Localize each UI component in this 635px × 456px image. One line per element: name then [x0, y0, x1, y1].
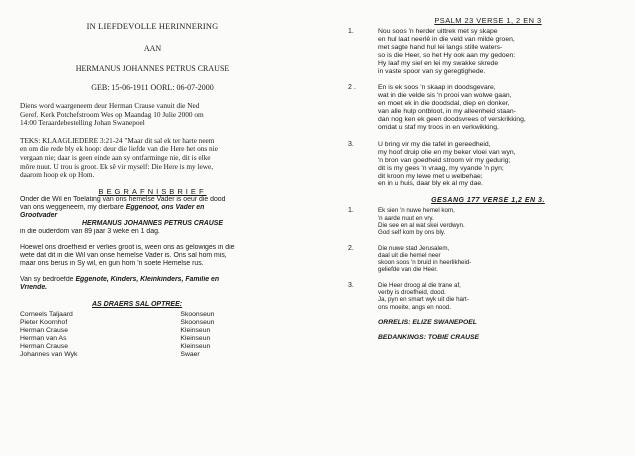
service-notice-line: 14:00 Teraardebestelling Johan Swanepoel: [20, 119, 145, 128]
thanks-credit: BEDANKINGS: TOBIE CRAUSE: [378, 333, 480, 341]
verse-line: dit is my gees 'n vraag, my vyande 'n pyn;: [378, 164, 504, 172]
verse-line: wat in die velde sis 'n prooi van wolwe gaan,: [378, 92, 512, 100]
right-column: [348, 16, 628, 341]
hymn-verse: [348, 245, 628, 274]
comfort-paragraph: [20, 244, 285, 268]
verse-line: dan nog ken ek geen doodsvrees of verskrikking,: [378, 116, 526, 124]
pallbearer-name: Herman van As: [20, 334, 67, 342]
psalm-heading: PSALM 23 VERSE 1, 2 EN 3: [434, 16, 542, 25]
verse-line: en hul laat neerlê in die veld van milde groen,: [378, 35, 515, 43]
pallbearer-row: [20, 311, 285, 319]
verse-number: 1.: [348, 28, 354, 35]
service-notice: [20, 102, 285, 128]
service-notice-line: Diens word waargeneem deur Herman Crause vanuit die Ned: [20, 102, 200, 110]
mourners-list: Eggenote, Kinders, Kleinkinders, Familie en: [75, 275, 220, 283]
verse-number: 2 .: [348, 84, 356, 92]
verse-text: [378, 28, 628, 75]
verse-line: en moet ek in die doodsdal, diep en donker,: [378, 100, 510, 108]
pallbearer-row: [20, 319, 285, 327]
verse-line: verby is droefheid, dood.: [378, 288, 446, 296]
hymn-verse: [348, 207, 628, 236]
comfort-line: maar ons berus in Sy wil, en gun hom 'n soete Hemelse rus.: [20, 259, 204, 267]
verse-line: so is die Heer, so het Hy ook aan my gedoen:: [378, 51, 516, 59]
pallbearer-relation: Skoonseun: [180, 318, 215, 326]
sermon-text-line: TEKS: KLAAGLIEDERE 3:21-24 "Maar dit sal ek ter harte neem: [20, 136, 215, 145]
begrafnisbrief-heading: BEGRAFNISBRIEF: [98, 186, 207, 196]
sermon-text-line: daarom hoop ek op Hom.: [20, 171, 95, 180]
verse-line: Nou soos 'n herder uittrek met sy skape: [378, 28, 498, 35]
verse-line: Die Heer droog al die trane af,: [378, 281, 461, 289]
hymn-verse: [348, 141, 628, 188]
verse-line: Ja, pyn en smart wyk uit die hart-: [378, 296, 469, 304]
psalm-verses: [348, 28, 628, 188]
verse-text: [378, 84, 628, 131]
mourners-line: [20, 276, 285, 284]
verse-line: my hoof druip olie en my beker vloei van wyn,: [378, 148, 516, 156]
left-column: [20, 22, 285, 359]
relationship-emphasis: Eggenoot, ons Vader en: [125, 203, 205, 211]
intro-line: Onder die Wil en Toelating van ons hemelse Vader is oeur die dood: [20, 195, 226, 203]
pallbearer-row: [20, 351, 285, 359]
pallbearer-name: Pieter Koornhof: [20, 318, 68, 326]
relationship-emphasis-2: Grootvader: [20, 211, 58, 219]
sermon-text: [20, 137, 285, 180]
sermon-text-line: en om die rede bly ek hoop: deur die liefde van die Here het ons nie: [20, 145, 218, 154]
verse-line: God self kom by ons bly.: [378, 229, 446, 237]
verse-line: 'n aarde nuut en vry.: [378, 214, 434, 222]
comfort-line: Hoewel ons droefheid er verlies groot is, ween ons as gelowiges in die: [20, 243, 235, 251]
verse-line: Die see en al wat skei verdwyn.: [378, 221, 465, 229]
pallbearer-relation: Skoonseun: [180, 310, 215, 318]
pallbearer-relation: Kleinseun: [180, 326, 211, 334]
verse-line: Ek sien 'n nuwe hemel kom,: [378, 207, 455, 215]
pallbearers-heading: AS DRAERS SAL OPTREE:: [92, 300, 183, 308]
verse-text: [378, 245, 628, 274]
pallbearer-name: Herman Crause: [20, 342, 68, 350]
hymn-verse: [348, 28, 628, 75]
mourners-prefix: Van sy bedroefde: [20, 275, 74, 283]
pallbearer-name: Johannes van Wyk: [20, 350, 78, 358]
verse-line: skoon soos 'n bruid in heerlikheid-: [378, 259, 472, 267]
pallbearers-table-body: [20, 311, 285, 359]
pallbearer-name: Herman Crause: [20, 326, 68, 334]
pallbearer-relation: Kleinseun: [180, 342, 211, 350]
verse-number: 1.: [348, 207, 354, 215]
verse-line: Hy laaf my siel en lei my swakke skrede: [378, 59, 499, 67]
gesang-verses: [348, 207, 628, 311]
verse-line: daal uit die hemel neer: [378, 251, 441, 259]
hymn-verse: [348, 282, 628, 311]
gesang-heading: GESANG 177 VERSE 1,2 EN 3.: [431, 197, 545, 205]
memorial-title: IN LIEFDEVOLLE HERINNERING: [86, 22, 219, 31]
verse-line: in vaste spoor van sy geregtighede.: [378, 67, 486, 75]
verse-number: 3.: [348, 281, 354, 289]
birth-death-dates: GEB: 15-06-1911 OORL: 06-07-2000: [91, 83, 214, 92]
pallbearer-row: [20, 343, 285, 351]
pallbearers-table: [20, 311, 285, 359]
intro-line-text: van ons weggeneem, my dierbare: [20, 203, 124, 211]
hymn-verse: [348, 84, 628, 131]
service-notice-line: Geref. Kerk Potchefstroom Wes op Maandag 10 Julie 2000 om: [20, 110, 204, 119]
pallbearer-row: [20, 335, 285, 343]
verse-line: dit kroon my lewe met u welbehae;: [378, 172, 483, 180]
mourners-paragraph: [20, 276, 285, 292]
verse-line: geliefde van die Heer.: [378, 266, 438, 274]
verse-line: U bring vir my die tafel in gereedheid,: [378, 140, 491, 148]
pallbearer-relation: Swaer: [180, 350, 200, 358]
verse-text: [378, 141, 628, 188]
pallbearer-relation: Kleinseun: [180, 334, 211, 342]
verse-text: [378, 207, 628, 236]
verse-number: 2.: [348, 244, 354, 252]
sermon-text-line: vergaan nie; daar is geen einde aan sy ontfarminge nie, dit is elke: [20, 153, 211, 162]
pallbearer-row: [20, 327, 285, 335]
sermon-text-line: môre nuut. U trou is groot. Ek sê vir myself: Die Here is my lewe,: [20, 162, 214, 171]
verse-line: omdat u staf my troos in en verkwikking.: [378, 123, 499, 131]
organist-credit: ORRELIS: ELIZE SWANEPOEL: [378, 318, 477, 326]
verse-line: ons moeite, angs en nood.: [378, 303, 451, 311]
verse-text: [378, 282, 628, 311]
verse-line: van alle hulp ontbloot, in my alleenheid staan-: [378, 108, 516, 116]
aan-label: AAN: [143, 44, 162, 53]
verse-line: met sagte hand hul lei langs stille waters-: [378, 43, 503, 51]
pallbearer-name: Corneels Taljaard: [20, 310, 73, 318]
deceased-name-heading: HERMANUS JOHANNES PETRUS CRAUSE: [75, 64, 230, 73]
mourners-end: Vriende.: [20, 283, 48, 291]
verse-line: Die nuwe stad Jerusalem,: [378, 244, 450, 252]
verse-number: 3.: [348, 140, 354, 148]
intro-line: [20, 204, 285, 212]
comfort-line: wete dat dit in die Wil van onse hemelse Vader is. Ons sal hom mis,: [20, 251, 227, 259]
begrafnisbrief-intro: [20, 196, 285, 220]
verse-line: En is ek soos 'n skaap in doodsgevare,: [378, 84, 496, 92]
age-line: in die ouderdom van 89 jaar 3 weke en 1 dag.: [20, 227, 160, 235]
verse-line: 'n bron van goedheid stroom vir my gedurig;: [378, 156, 511, 164]
deceased-name-italic: HERMANUS JOHANNES PETRUS CRAUSE: [82, 219, 223, 227]
verse-line: en in u huis, daar bly ek al my dae.: [378, 180, 484, 188]
